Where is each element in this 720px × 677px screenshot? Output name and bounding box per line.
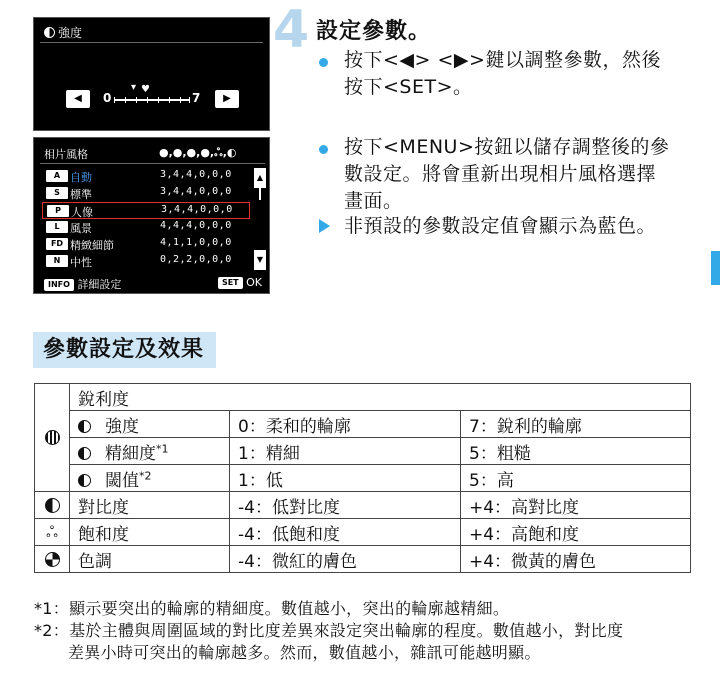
fineness-icon bbox=[78, 447, 91, 460]
param-label: 色調 bbox=[70, 546, 230, 573]
slider-tick bbox=[136, 97, 137, 103]
instruction-2-line-3: 畫面。 bbox=[344, 190, 403, 212]
default-marker-icon: ▾ bbox=[131, 82, 137, 93]
color-tone-icon-cell bbox=[35, 546, 70, 573]
slider-tick bbox=[158, 97, 159, 103]
step-title: 設定參數。 bbox=[316, 19, 432, 44]
slider-tick bbox=[180, 97, 181, 103]
bullet-icon bbox=[319, 145, 328, 154]
style-values: 4,4,4,0,0,0 bbox=[160, 220, 232, 231]
sharpness-icon bbox=[45, 430, 60, 445]
info-button[interactable]: INFO bbox=[44, 279, 74, 291]
instruction-1-line-1: 按下<◀> <▶>鍵以調整參數，然後 bbox=[344, 49, 661, 71]
style-badge-icon: P bbox=[47, 205, 69, 217]
parameter-icons-header: ●,●,●,●,ஃ,◐ bbox=[159, 146, 237, 159]
saturation-icon-cell bbox=[35, 519, 70, 546]
sharpness-header: 銳利度 bbox=[70, 384, 691, 411]
table-row bbox=[35, 465, 691, 492]
style-row-auto[interactable] bbox=[42, 168, 250, 185]
style-name: 人像 bbox=[71, 206, 93, 219]
ok-label: OK bbox=[246, 276, 262, 289]
style-values: 4,1,1,0,0,0 bbox=[160, 237, 232, 248]
sharpness-icon-cell bbox=[35, 384, 70, 492]
divider bbox=[40, 42, 263, 43]
scroll-up-icon[interactable]: ▲ bbox=[254, 168, 266, 188]
footnote-2-line-2: 差異小時可突出的輪廓越多。然而，數值越小，雜訊可能越明顯。 bbox=[68, 643, 541, 662]
sharpness-strength-icon bbox=[44, 27, 55, 38]
style-name: 風景 bbox=[70, 222, 92, 235]
style-values: 3,4,4,0,0,0 bbox=[161, 204, 233, 215]
current-value-marker-icon: ♥ bbox=[141, 84, 150, 95]
high-value: 5：粗糙 bbox=[461, 438, 691, 465]
style-badge-icon: A bbox=[46, 170, 68, 182]
param-label: 對比度 bbox=[70, 492, 230, 519]
low-value: -4：低飽和度 bbox=[230, 519, 461, 546]
style-row-neutral[interactable] bbox=[42, 253, 250, 270]
section-title: 參數設定及效果 bbox=[33, 332, 216, 368]
sub-param-label: 強度 bbox=[70, 411, 230, 438]
table-row bbox=[35, 492, 691, 519]
increase-button[interactable] bbox=[215, 90, 239, 108]
low-value: 0：柔和的輪廓 bbox=[230, 411, 461, 438]
left-arrow-icon: ◀ bbox=[74, 93, 82, 104]
divider bbox=[40, 163, 265, 164]
table-row bbox=[35, 519, 691, 546]
right-arrow-icon: ▶ bbox=[223, 93, 231, 104]
table-row bbox=[35, 546, 691, 573]
high-value: 7：銳利的輪廓 bbox=[461, 411, 691, 438]
parameter-table bbox=[34, 383, 691, 573]
style-name: 標準 bbox=[70, 188, 92, 201]
slider-min-label: 0 bbox=[103, 91, 112, 105]
bullet-icon bbox=[319, 58, 328, 67]
style-badge-icon: L bbox=[46, 221, 68, 233]
scrollbar[interactable] bbox=[254, 168, 266, 270]
param-label: 飽和度 bbox=[70, 519, 230, 546]
strength-slider[interactable] bbox=[114, 96, 190, 104]
contrast-icon bbox=[45, 498, 60, 513]
set-button[interactable]: SET bbox=[218, 277, 243, 289]
style-badge-icon: N bbox=[46, 255, 68, 267]
style-row-fine-detail[interactable] bbox=[42, 236, 250, 253]
saturation-icon: ஃ bbox=[46, 522, 58, 541]
high-value: 5：高 bbox=[461, 465, 691, 492]
picture-style-header: 相片風格 bbox=[44, 148, 88, 161]
set-ok-group[interactable] bbox=[218, 276, 262, 289]
strength-screen bbox=[33, 17, 270, 131]
footnote-2-line-1: *2：基於主體與周圍區域的對比度差異來設定突出輪廓的程度。數值越小，對比度 bbox=[34, 621, 624, 640]
slider-tick bbox=[125, 97, 126, 103]
note-text: 非預設的參數設定值會顯示為藍色。 bbox=[344, 215, 657, 237]
color-tone-icon bbox=[45, 552, 60, 567]
table-row bbox=[35, 438, 691, 465]
low-value: 1：精細 bbox=[230, 438, 461, 465]
contrast-icon-cell bbox=[35, 492, 70, 519]
instruction-2-line-1: 按下<MENU>按鈕以儲存調整後的參 bbox=[344, 136, 670, 158]
scroll-thumb[interactable] bbox=[259, 188, 261, 200]
instruction-2-line-2: 數設定。將會重新出現相片風格選擇 bbox=[344, 163, 657, 185]
screen-footer bbox=[44, 276, 262, 290]
style-badge-icon: S bbox=[46, 187, 68, 199]
slider-tick bbox=[147, 97, 148, 103]
low-value: -4：低對比度 bbox=[230, 492, 461, 519]
decrease-button[interactable] bbox=[66, 90, 90, 108]
chapter-tab bbox=[711, 251, 720, 285]
detail-settings-label: 詳細設定 bbox=[77, 278, 122, 291]
slider-tick bbox=[114, 97, 115, 103]
step-number: 4 bbox=[273, 0, 310, 60]
style-name: 自動 bbox=[70, 171, 92, 184]
footnote-1: *1：顯示要突出的輪廓的精細度。數值越小，突出的輪廓越精細。 bbox=[34, 599, 510, 618]
style-name: 精緻細節 bbox=[70, 239, 114, 252]
slider-tick bbox=[189, 97, 190, 103]
style-name: 中性 bbox=[70, 256, 92, 269]
low-value: 1：低 bbox=[230, 465, 461, 492]
low-value: -4：微紅的膚色 bbox=[230, 546, 461, 573]
sub-param-label: 精細度$^{*1}$ bbox=[70, 438, 230, 465]
high-value: +4：微黃的膚色 bbox=[461, 546, 691, 573]
strength-icon bbox=[78, 420, 91, 433]
high-value: +4：高飽和度 bbox=[461, 519, 691, 546]
style-row-standard[interactable] bbox=[42, 185, 250, 202]
scroll-down-icon[interactable]: ▼ bbox=[254, 250, 266, 270]
style-values: 0,2,2,0,0,0 bbox=[160, 254, 232, 265]
high-value: +4：高對比度 bbox=[461, 492, 691, 519]
table-row bbox=[35, 384, 691, 411]
picture-style-screen bbox=[33, 137, 270, 294]
strength-title: 強度 bbox=[44, 24, 82, 41]
style-row-landscape[interactable] bbox=[42, 219, 250, 236]
instruction-1-line-2: 按下<SET>。 bbox=[344, 76, 473, 98]
note-arrow-icon bbox=[319, 219, 330, 233]
style-values: 3,4,4,0,0,0 bbox=[160, 186, 232, 197]
threshold-icon bbox=[78, 474, 91, 487]
slider-max-label: 7 bbox=[192, 91, 201, 105]
style-badge-icon: FD bbox=[46, 238, 68, 250]
slider-tick bbox=[169, 97, 170, 103]
table-row bbox=[35, 411, 691, 438]
sub-param-label: 閾值$^{*2}$ bbox=[70, 465, 230, 492]
style-row-portrait[interactable] bbox=[42, 202, 250, 219]
style-values: 3,4,4,0,0,0 bbox=[160, 169, 232, 180]
